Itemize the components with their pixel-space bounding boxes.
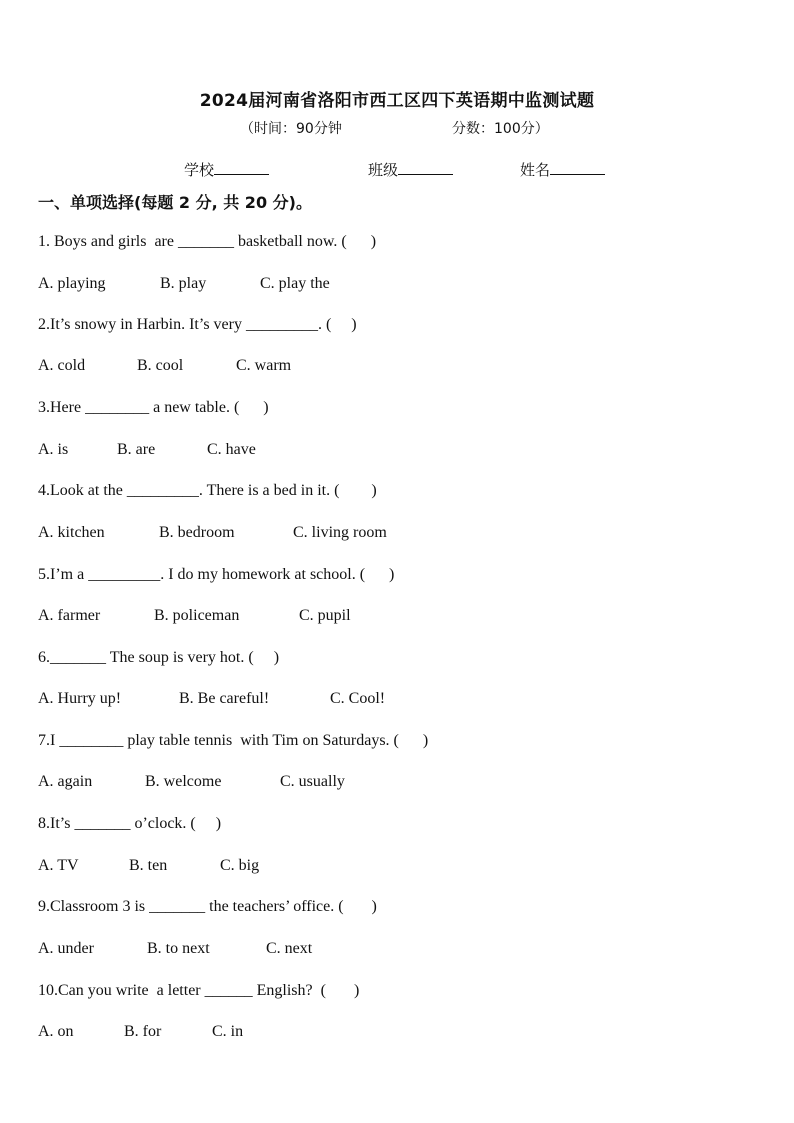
option: A. under — [38, 940, 94, 957]
question-text: 7.I ________ play table tennis with Tim on Saturdays. ( ) — [38, 732, 429, 749]
option: C. pupil — [299, 607, 351, 624]
option: C. play the — [260, 275, 330, 292]
question-text: 8.It’s _______ o’clock. ( ) — [38, 815, 222, 832]
option: A. TV — [38, 857, 79, 874]
option: B. ten — [129, 857, 168, 874]
option: B. cool — [137, 357, 184, 374]
question-text: 4.Look at the _________. There is a bed in it. ( ) — [38, 482, 377, 499]
option: B. for — [124, 1023, 162, 1040]
class-field — [368, 159, 453, 180]
option: A. is — [38, 441, 69, 458]
school-label: 学校 — [184, 161, 215, 179]
option: B. welcome — [145, 773, 222, 790]
option: B. are — [117, 441, 156, 458]
option: C. warm — [236, 357, 292, 374]
class-blank[interactable] — [398, 160, 453, 175]
option: C. living room — [293, 524, 387, 541]
option: C. Cool! — [330, 690, 386, 707]
question-text: 3.Here ________ a new table. ( ) — [38, 399, 269, 416]
option: B. Be careful! — [179, 690, 270, 707]
question-text: 5.I’m a _________. I do my homework at school. ( ) — [38, 566, 395, 583]
option: C. next — [266, 940, 313, 957]
class-label: 班级 — [368, 161, 399, 179]
name-blank[interactable] — [550, 160, 605, 175]
school-field — [184, 159, 269, 180]
exam-score: 分数：100分） — [452, 121, 549, 137]
option: A. Hurry up! — [38, 690, 122, 707]
option: A. farmer — [38, 607, 101, 624]
question-text: 2.It’s snowy in Harbin. It’s very _________. ( ) — [38, 316, 357, 333]
option: B. policeman — [154, 607, 240, 624]
question-text: 6._______ The soup is very hot. ( ) — [38, 649, 280, 666]
option: B. to next — [147, 940, 210, 957]
option: A. kitchen — [38, 524, 105, 541]
option: C. usually — [280, 773, 345, 790]
option: A. cold — [38, 357, 86, 374]
option: C. big — [220, 857, 260, 874]
section-heading: 一、单项选择(每题 2 分, 共 20 分)。 — [38, 193, 312, 212]
option: B. bedroom — [159, 524, 235, 541]
school-blank[interactable] — [214, 160, 269, 175]
page-title: 2024届河南省洛阳市西工区四下英语期中监测试题 — [199, 91, 595, 111]
question-text: 1. Boys and girls are _______ basketball now. ( ) — [38, 233, 377, 250]
question-text: 9.Classroom 3 is _______ the teachers’ office. ( ) — [38, 898, 377, 915]
question-text: 10.Can you write a letter ______ English? ( ) — [38, 982, 360, 999]
option: C. have — [207, 441, 256, 458]
option: A. again — [38, 773, 93, 790]
name-label: 姓名 — [520, 161, 551, 179]
option: A. playing — [38, 275, 106, 292]
exam-time: （时间：90分钟 — [240, 121, 342, 137]
option: C. in — [212, 1023, 244, 1040]
name-field — [520, 159, 605, 180]
option: A. on — [38, 1023, 74, 1040]
option: B. play — [160, 275, 207, 292]
